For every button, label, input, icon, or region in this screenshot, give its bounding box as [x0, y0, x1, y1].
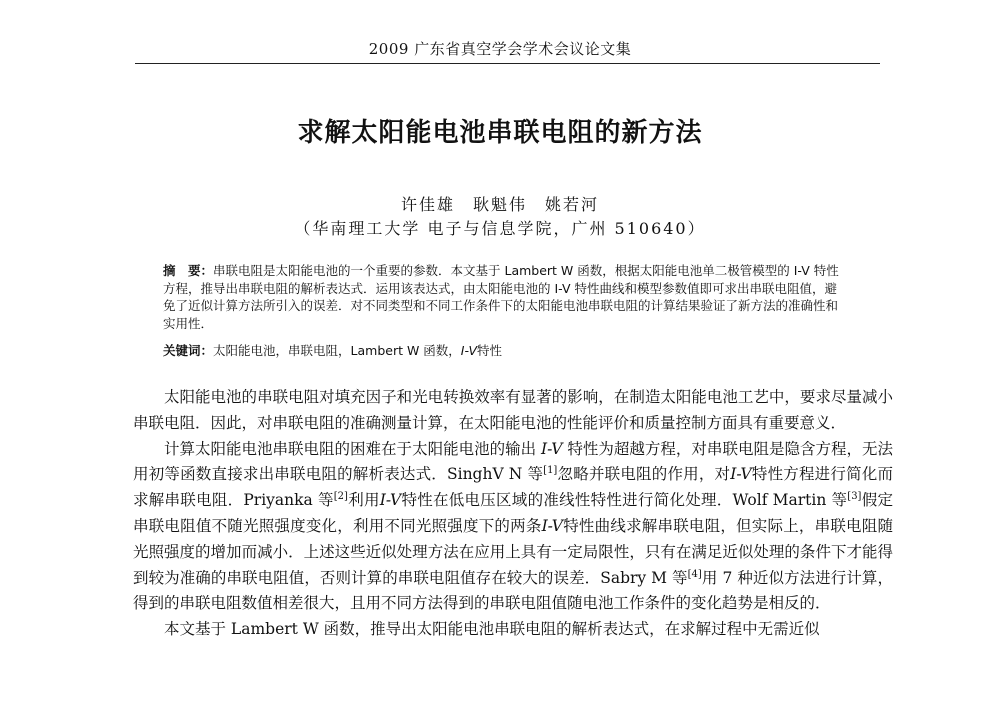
p2-seg: 利用 — [347, 491, 380, 510]
citation-3: [3] — [847, 491, 862, 503]
header-rule — [135, 63, 880, 64]
p2-seg: 用 7 种近似方法进行计算，得到的串联电阻数值相差很大，且用不同方法得到的串联电阻值随电池工作条件的变化趋势是相反的． — [133, 568, 893, 613]
authors: 许佳雄 耿魁伟 姚若河 — [400, 195, 599, 214]
paper-title: 求解太阳能电池串联电阻的新方法 — [297, 118, 703, 148]
p2-seg: 特性方程进行简化而求解串联电阻．Priyanka 等 — [133, 465, 893, 510]
keywords — [163, 342, 843, 360]
abstract-label: 摘 要： — [163, 263, 214, 278]
p2-seg: 忽略并联电阻的作用，对 — [557, 465, 731, 484]
p2-iv: I-V — [541, 516, 563, 535]
abstract — [163, 262, 843, 332]
p2-iv: I-V — [730, 465, 752, 484]
citation-2: [2] — [333, 491, 348, 503]
p2-seg: 特性在低电压区域的准线性特性进行简化处理．Wolf Martin 等 — [401, 491, 848, 510]
p2-seg: 计算太阳能电池串联电阻的困难在于太阳能电池的输出 — [164, 439, 542, 458]
paragraph-1: 太阳能电池的串联电阻对填充因子和光电转换效率有显著的影响，在制造太阳能电池工艺中，要求尽量减小串联电阻．因此，对串联电阻的准确测量计算，在太阳能电池的性能评价和质量控制方面具有重要意义． — [133, 388, 893, 432]
p2-iv: I-V — [379, 491, 402, 510]
citation-4: [4] — [687, 568, 702, 580]
p2-seg: 特性曲线求解串联电阻，但实际上，串联电阻随光照强度的增加而减小．上述这些近似处理方法在应用上具有一定局限性，只有在满足近似处理的条件下才能得到较为准确的串联电阻值，否则计算的串联电阻值存在较大的误差．Sabry M 等 — [133, 516, 893, 587]
running-head: 2009 广东省真空学会学术会议论文集 — [368, 40, 632, 58]
p2-seg: 假定串联电阻值不随光照强度变化，利用不同光照强度下的两条 — [133, 491, 894, 535]
keywords-text: 太阳能电池，串联电阻，Lambert W 函数， — [213, 343, 461, 358]
keywords-suffix: 特性 — [477, 343, 503, 358]
keywords-label: 关键词： — [163, 343, 214, 358]
citation-1: [1] — [543, 465, 558, 477]
keywords-iv: I-V — [460, 343, 478, 358]
abstract-text: 串联电阻是太阳能电池的一个重要的参数．本文基于 Lambert W 函数，根据太阳能电池单二极管模型的 I-V 特性方程，推导出串联电阻的解析表达式．运用该表达式，由太阳能电池的 I-V 特性曲线和模型参数值即可求出串联电阻值，避免了近似计算方法所引入的误差．对不同类型和不同工作条件下的太阳能电池串联电阻的计算结果验证了新方法的准确性和实用性． — [163, 263, 839, 331]
body-text — [133, 385, 893, 643]
p2-seg: 特性为超越方程，对串联电阻是隐含方程，无法用初等函数直接求出串联电阻的解析表达式．SinghV N 等 — [133, 439, 893, 484]
paragraph-2 — [133, 437, 893, 618]
affiliation: （华南理工大学 电子与信息学院，广州 510640） — [294, 219, 706, 238]
paragraph-3: 本文基于 Lambert W 函数，推导出太阳能电池串联电阻的解析表达式，在求解过程中无需近似 — [164, 620, 820, 639]
p2-iv: I-V — [541, 439, 563, 458]
